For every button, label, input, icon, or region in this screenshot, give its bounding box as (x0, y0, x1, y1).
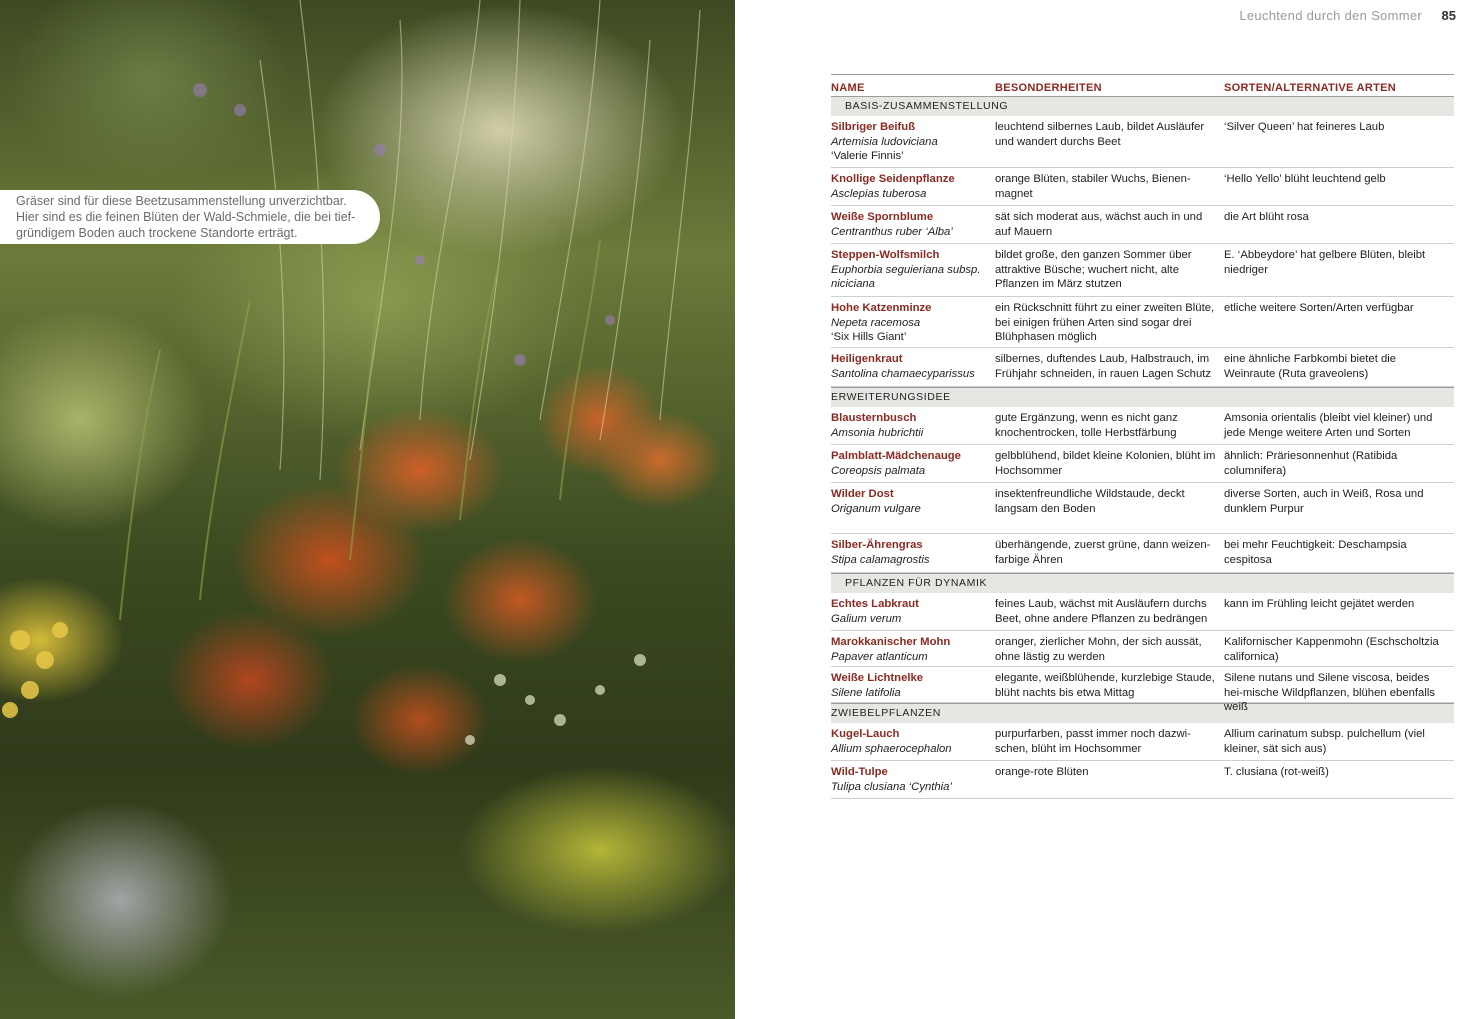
plant-name-cell (831, 411, 995, 444)
section-header (831, 703, 1454, 723)
caption-line: gründigem Boden auch trockene Standorte erträgt. (16, 226, 298, 240)
features-cell: leuchtend silbernes Laub, bildet Ausläufer und wandert durchs Beet (995, 121, 1205, 148)
varieties-cell: E. ‘Abbeydore’ hat gelbere Blüten, bleibt niedriger (1224, 249, 1426, 276)
plant-botanical-name: Centranthus ruber ‘Alba’ (831, 225, 953, 238)
page-number: 85 (1441, 8, 1456, 23)
plant-common-name: Silbriger Beifuß (831, 121, 916, 133)
column-header-features: BESONDERHEITEN (995, 81, 1102, 94)
section-title: PFLANZEN FÜR DYNAMIK (845, 577, 988, 589)
varieties-cell: kann im Frühling leicht gejätet werden (1224, 598, 1415, 610)
varieties-cell: ‘Silver Queen’ hat feineres Laub (1224, 121, 1385, 133)
plant-name-cell (831, 248, 995, 296)
plant-name-cell (831, 210, 995, 243)
plant-botanical-name: Artemisia ludoviciana (831, 135, 938, 148)
table-row (831, 348, 1454, 387)
plant-name-cell (831, 487, 995, 533)
running-head: Leuchtend durch den Sommer (1239, 8, 1422, 23)
varieties-cell: etliche weitere Sorten/Arten verfügbar (1224, 302, 1414, 314)
plant-botanical-name: Silene latifolia (831, 686, 901, 699)
plant-common-name: Blausternbusch (831, 412, 917, 424)
plant-botanical-name: Asclepias tuberosa (831, 187, 927, 200)
section-header (831, 573, 1454, 593)
plant-common-name: Steppen-Wolfsmilch (831, 249, 940, 261)
table-row (831, 244, 1454, 297)
features-cell: gelbblühend, bildet kleine Kolonien, blüht im Hochsommer (995, 450, 1216, 477)
plant-botanical-name: Papaver atlanticum (831, 650, 928, 663)
plant-common-name: Silber-Ährengras (831, 539, 923, 551)
varieties-cell: ähnlich: Präriesonnenhut (Ratibida columnifera) (1224, 450, 1398, 477)
plant-common-name: Heiligenkraut (831, 353, 903, 365)
plant-table (831, 74, 1454, 799)
plant-common-name: Knollige Seidenpflanze (831, 173, 955, 185)
table-row (831, 593, 1454, 631)
plant-common-name: Palmblatt-Mädchenauge (831, 450, 961, 462)
table-row (831, 168, 1454, 206)
section-title: ERWEITERUNGSIDEE (831, 391, 951, 403)
features-cell: feines Laub, wächst mit Ausläufern durchs Beet, ohne andere Pflanzen zu bedrängen (995, 598, 1208, 625)
table-row (831, 534, 1454, 573)
features-cell: purpurfarben, passt immer noch dazwi-schen, blüht im Hochsommer (995, 728, 1191, 755)
plant-botanical-name: Origanum vulgare (831, 502, 921, 515)
table-row (831, 445, 1454, 483)
plant-botanical-name: Tulipa clusiana ‘Cynthia’ (831, 780, 952, 793)
plant-botanical-name: niciciana (831, 278, 875, 290)
features-cell: sät sich moderat aus, wächst auch in und auf Mauern (995, 211, 1203, 238)
varieties-cell: Silene nutans und Silene viscosa, beides hei-mische Wildpflanzen, blühen ebenfalls weiß (1224, 672, 1435, 713)
section-header (831, 387, 1454, 407)
table-row (831, 483, 1454, 534)
plant-common-name: Weiße Spornblume (831, 211, 934, 223)
plant-common-name: Wild-Tulpe (831, 766, 888, 778)
plant-cultivar: ‘Six Hills Giant’ (831, 331, 907, 343)
plant-name-cell (831, 727, 995, 760)
caption-line: Hier sind es die feinen Blüten der Wald-Schmiele, die bei tief- (16, 210, 356, 224)
varieties-cell: eine ähnliche Farbkombi bietet die Weinraute (Ruta graveolens) (1224, 353, 1397, 380)
features-cell: ein Rückschnitt führt zu einer zweiten Blüte, bei einigen frühen Arten sind sogar drei Blühphasen möglich (995, 302, 1215, 343)
plant-common-name: Weiße Lichtnelke (831, 672, 924, 684)
varieties-cell: T. clusiana (rot-weiß) (1224, 766, 1329, 778)
features-cell: silbernes, duftendes Laub, Halbstrauch, im Frühjahr schneiden, in rauen Lagen Schutz (995, 353, 1212, 380)
features-cell: orange-rote Blüten (995, 766, 1089, 778)
table-row (831, 407, 1454, 445)
table-row (831, 206, 1454, 244)
plant-common-name: Echtes Labkraut (831, 598, 919, 610)
column-header-varieties: SORTEN/ALTERNATIVE ARTEN (1224, 81, 1396, 94)
plant-botanical-name: Amsonia hubrichtii (831, 426, 924, 439)
varieties-cell: diverse Sorten, auch in Weiß, Rosa und dunklem Purpur (1224, 488, 1424, 515)
varieties-cell: die Art blüht rosa (1224, 211, 1309, 223)
plant-botanical-name: Coreopsis palmata (831, 464, 926, 477)
table-row (831, 116, 1454, 168)
table-row (831, 297, 1454, 348)
plant-botanical-name: Euphorbia seguieriana subsp. (831, 263, 981, 276)
plant-name-cell (831, 671, 995, 702)
plant-name-cell (831, 635, 995, 666)
features-cell: bildet große, den ganzen Sommer über attraktive Büsche; wuchert nicht, alte Pflanzen im März stutzen (995, 249, 1192, 290)
plant-name-cell (831, 301, 995, 347)
features-cell: insektenfreundliche Wildstaude, deckt langsam den Boden (995, 488, 1185, 515)
features-cell: überhängende, zuerst grüne, dann weizen-farbige Ähren (995, 539, 1211, 566)
section-title: ZWIEBELPFLANZEN (831, 707, 941, 719)
table-header (831, 75, 1454, 96)
column-header-name: NAME (831, 81, 865, 94)
caption-line: Gräser sind für diese Beetzusammenstellung unverzichtbar. (16, 194, 347, 208)
plant-name-cell (831, 765, 995, 798)
plant-botanical-name: Stipa calamagrostis (831, 553, 930, 566)
varieties-cell: Kalifornischer Kappenmohn (Eschscholtzia californica) (1224, 636, 1439, 663)
plant-botanical-name: Nepeta racemosa (831, 316, 921, 329)
plant-common-name: Wilder Dost (831, 488, 894, 500)
plant-name-cell (831, 172, 995, 205)
features-cell: elegante, weißblühende, kurzlebige Staude, blüht nachts bis etwa Mittag (995, 672, 1215, 699)
varieties-cell: Allium carinatum subsp. pulchellum (viel kleiner, sät sich aus) (1224, 728, 1425, 755)
plant-botanical-name: Galium verum (831, 612, 902, 625)
features-cell: gute Ergänzung, wenn es nicht ganz knochentrocken, tolle Herbstfärbung (995, 412, 1178, 439)
varieties-cell: Amsonia orientalis (bleibt viel kleiner) und jede Menge weitere Arten und Sorten (1224, 412, 1433, 439)
varieties-cell: ‘Hello Yello’ blüht leuchtend gelb (1224, 173, 1386, 185)
section-header (831, 96, 1454, 116)
varieties-cell: bei mehr Feuchtigkeit: Deschampsia cespitosa (1224, 539, 1407, 566)
plant-name-cell (831, 449, 995, 482)
plant-cultivar: ‘Valerie Finnis’ (831, 150, 904, 162)
plant-name-cell (831, 120, 995, 167)
plant-common-name: Marokkanischer Mohn (831, 636, 951, 648)
photo-caption-box (0, 190, 380, 244)
table-row (831, 631, 1454, 667)
plant-name-cell (831, 597, 995, 630)
features-cell: oranger, zierlicher Mohn, der sich aussät, ohne lästig zu werden (995, 636, 1202, 663)
plant-common-name: Kugel-Lauch (831, 728, 900, 740)
table-row (831, 723, 1454, 761)
plant-name-cell (831, 538, 995, 572)
photo-caption (16, 193, 371, 241)
plant-name-cell (831, 352, 995, 386)
table-row (831, 761, 1454, 799)
features-cell: orange Blüten, stabiler Wuchs, Bienen-magnet (995, 173, 1191, 200)
plant-common-name: Hohe Katzenminze (831, 302, 932, 314)
plant-botanical-name: Santolina chamaecyparissus (831, 367, 975, 380)
section-title: BASIS-ZUSAMMENSTELLUNG (845, 100, 1009, 112)
plant-botanical-name: Allium sphaerocephalon (831, 742, 952, 755)
